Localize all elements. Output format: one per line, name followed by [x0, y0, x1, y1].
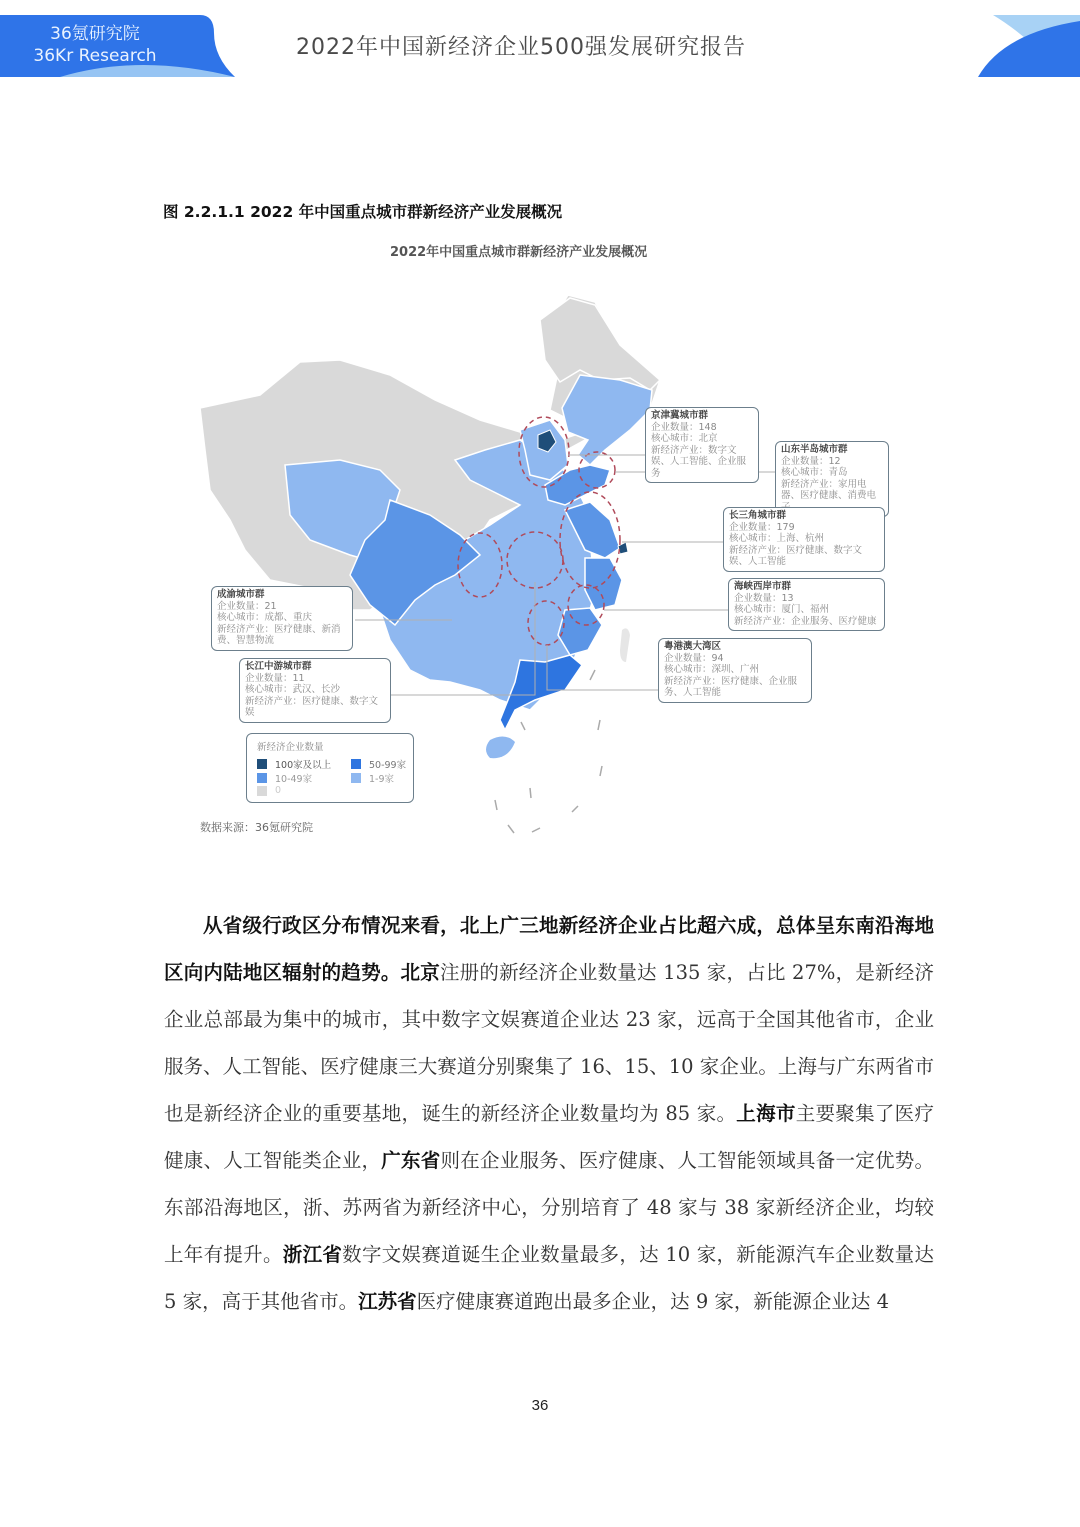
callout-title: 长江中游城市群 — [245, 661, 312, 672]
bold-text-segment: 上海市 — [736, 1102, 796, 1125]
callout-cities: 核心城市：北京 — [651, 433, 718, 444]
legend-label: 100家及以上 — [275, 760, 332, 771]
callout-cities: 核心城市：深圳、广州 — [664, 664, 760, 675]
callout-title: 成渝城市群 — [217, 589, 265, 600]
callout-shandong-peninsula — [775, 441, 889, 517]
callout-industries: 新经济产业：家用电器、医疗健康、消费电 — [781, 478, 877, 501]
brand-name-cn: 36氪研究院 — [50, 24, 140, 44]
callout-west-strait — [728, 578, 885, 631]
page-number: 36 — [531, 1397, 549, 1414]
callout-industries: 新经济产业：医疗健康、企业服务、人工智能 — [664, 675, 798, 698]
legend-label: 50-99家 — [369, 760, 407, 771]
callout-industries: 新经济产业：企业服务、医疗健康 — [734, 615, 877, 627]
bold-text-segment: 广东省 — [381, 1149, 441, 1172]
callout-industries: 新经济产业：医疗健康、新消费、智慧物流 — [217, 623, 341, 646]
map-legend — [246, 733, 414, 803]
callout-cities: 核心城市：上海、杭州 — [729, 533, 825, 544]
bold-text-segment: 从省级行政区分布情况来看，北上广三地新经济企业占比超六成，总体呈东南沿海地区向内陆地区辐射的趋势。 — [164, 914, 934, 984]
callout-middle-yangtze — [239, 658, 391, 723]
callout-title: 长三角城市群 — [729, 510, 787, 521]
legend-label: 1-9家 — [369, 774, 395, 785]
callout-industries: 新经济产业：医疗健康、数字文娱 — [245, 695, 379, 718]
map-region-jilin-liaoning — [562, 375, 652, 465]
paragraph-text — [164, 902, 934, 1325]
callout-count: 企业数量：94 — [664, 652, 724, 664]
callout-cities: 核心城市：成都、重庆 — [217, 612, 313, 623]
map-region-hainan — [486, 736, 515, 758]
legend-label: 0 — [275, 785, 282, 796]
figure-caption: 图 2.2.1.1 2022 年中国重点城市群新经济产业发展概况 — [163, 203, 563, 221]
map-region-taiwan — [620, 628, 630, 662]
legend-label: 10-49家 — [275, 774, 313, 785]
callout-title: 粤港澳大湾区 — [664, 641, 722, 652]
callout-cities: 核心城市：青岛 — [781, 467, 848, 478]
map-region-northeast-grey — [540, 298, 660, 390]
legend-item — [257, 757, 331, 771]
map-region-zhejiang — [585, 558, 622, 610]
legend-swatch — [257, 773, 267, 783]
callout-count: 企业数量：148 — [651, 421, 717, 433]
legend-swatch — [257, 786, 267, 796]
legend-title: 新经济企业数量 — [257, 742, 324, 753]
callout-title: 海峡西岸市群 — [734, 581, 792, 592]
callout-industries: 新经济产业：医疗健康、数字文娱、人工智能 — [729, 544, 863, 567]
corner-wave-icon — [978, 15, 1080, 77]
callout-chengyu — [211, 586, 353, 651]
legend-swatch — [351, 773, 361, 783]
callout-count: 企业数量：21 — [217, 600, 277, 612]
text-segment: 注册的新经济企业数量达 135 家，占比 27%，是新经济企业总部最为集中的城市，其中数字文娱赛道企业达 23 家，远高于全国其他省市，企业服务、人工智能、医疗健康三大赛道分别聚集了 16、15、10 家企业。上海与广东两省市也是新经济企业的重要基地，诞生的新经济企业数量均为 85 家。 — [164, 961, 934, 1125]
legend-item — [351, 771, 394, 785]
bold-text-segment: 浙江省 — [282, 1243, 343, 1266]
legend-item — [257, 771, 312, 785]
report-title: 2022年中国新经济企业500强发展研究报告 — [296, 35, 746, 60]
callout-count: 企业数量：179 — [729, 521, 795, 533]
header-corner-decoration — [978, 15, 1080, 77]
text-segment: 主要聚集了医疗健康、人工智能类企业， — [164, 1102, 934, 1172]
brand-logo-banner — [0, 15, 235, 77]
legend-item — [257, 785, 281, 796]
callout-greater-bay-area — [658, 638, 812, 703]
callout-cities: 核心城市：武汉、长沙 — [245, 684, 341, 695]
legend-swatch — [351, 759, 361, 769]
map-title: 2022年中国重点城市群新经济产业发展概况 — [390, 245, 648, 260]
legend-item — [351, 757, 406, 771]
data-source: 数据来源：36氪研究院 — [200, 821, 313, 834]
brand-name-en: 36Kr Research — [33, 46, 157, 66]
callout-count: 企业数量：11 — [245, 672, 305, 684]
callout-title: 山东半岛城市群 — [781, 444, 848, 455]
text-segment: 则在企业服务、医疗健康、人工智能领域具备一定优势。东部沿海地区，浙、苏两省为新经济中心，分别培育了 48 家与 38 家新经济企业，均较上年有提升。 — [164, 1149, 934, 1266]
bold-text-segment: 江苏省 — [358, 1290, 417, 1313]
callout-jingjinji — [645, 407, 759, 483]
callout-cities: 核心城市：厦门、福州 — [734, 604, 830, 615]
callout-title: 京津冀城市群 — [651, 410, 709, 421]
callout-yangtze-delta — [723, 507, 885, 572]
callout-industries: 新经济产业：数字文娱、人工智能、企业服务 — [651, 444, 747, 479]
callout-count: 企业数量：12 — [781, 455, 841, 467]
body-paragraph — [164, 902, 934, 1325]
text-segment: 数字文娱赛道诞生企业数量最多，达 10 家，新能源汽车企业数量达 5 家，高于其他省市。 — [164, 1243, 934, 1313]
bold-text-segment: 北京 — [400, 961, 440, 984]
legend-swatch — [257, 759, 267, 769]
text-segment: 医疗健康赛道跑出最多企业，达 9 家，新能源企业达 4 — [416, 1290, 890, 1313]
callout-count: 企业数量：13 — [734, 592, 794, 604]
